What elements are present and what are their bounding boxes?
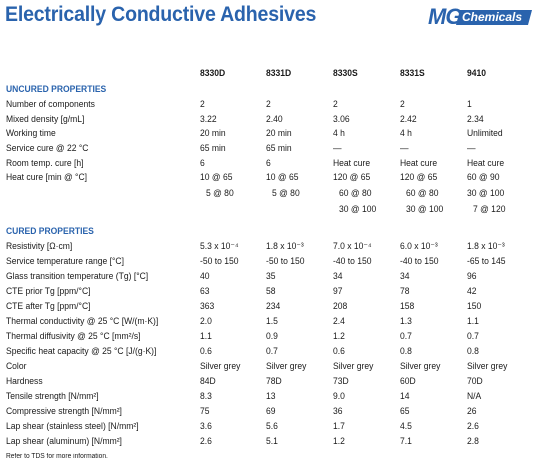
table-cell: 35 <box>266 271 276 281</box>
table-cell: 150 <box>467 301 482 311</box>
table-cell: 2.34 <box>467 114 484 124</box>
row-label: Room temp. cure [h] <box>6 158 84 168</box>
table-cell: — <box>400 143 409 153</box>
table-cell: 63 <box>200 286 210 296</box>
table-cell: 1.8 x 10⁻³ <box>467 241 505 251</box>
table-cell: 1 <box>467 99 472 109</box>
table-cell: 2 <box>333 99 338 109</box>
table-cell: 78 <box>400 286 410 296</box>
table-cell: 2.8 <box>467 436 479 446</box>
table-cell: Silver grey <box>467 361 508 371</box>
row-label: Tensile strength [N/mm²] <box>6 391 99 401</box>
table-cell: 65 min <box>200 143 226 153</box>
table-cell: 60 @ 80 <box>339 188 372 198</box>
table-cell: 0.8 <box>467 346 479 356</box>
row-label: Lap shear (stainless steel) [N/mm²] <box>6 421 139 431</box>
table-cell: 5 @ 80 <box>272 188 300 198</box>
table-cell: 34 <box>333 271 343 281</box>
table-cell: Silver grey <box>333 361 374 371</box>
table-cell: 36 <box>333 406 343 416</box>
table-cell: 2.6 <box>200 436 212 446</box>
table-cell: 2.4 <box>333 316 345 326</box>
section-heading-cured: CURED PROPERTIES <box>6 226 94 236</box>
row-label: Working time <box>6 128 56 138</box>
table-cell: 69 <box>266 406 276 416</box>
table-cell: 84D <box>200 376 216 386</box>
table-cell: 26 <box>467 406 477 416</box>
column-header: 8331D <box>266 68 292 78</box>
table-cell: 9.0 <box>333 391 345 401</box>
column-header: 9410 <box>467 68 487 78</box>
table-cell: 75 <box>200 406 210 416</box>
table-cell: 363 <box>200 301 215 311</box>
table-cell: Silver grey <box>200 361 241 371</box>
table-cell: -40 to 150 <box>333 256 372 266</box>
table-cell: 0.7 <box>467 331 479 341</box>
table-cell: 7 @ 120 <box>473 204 506 214</box>
table-cell: 120 @ 65 <box>333 172 371 182</box>
table-cell: 73D <box>333 376 349 386</box>
row-label: Hardness <box>6 376 43 386</box>
table-cell: 58 <box>266 286 276 296</box>
table-cell: 0.6 <box>333 346 345 356</box>
table-cell: Silver grey <box>266 361 307 371</box>
table-cell: 8.3 <box>200 391 212 401</box>
page-title: Electrically Conductive Adhesives <box>5 3 317 26</box>
table-cell: 10 @ 65 <box>200 172 233 182</box>
table-cell: 2.40 <box>266 114 283 124</box>
table-cell: 1.7 <box>333 421 345 431</box>
table-cell: 5.3 x 10⁻⁴ <box>200 241 239 251</box>
row-label: Service cure @ 22 °C <box>6 143 89 153</box>
row-label: Mixed density [g/mL] <box>6 114 85 124</box>
table-cell: 0.6 <box>200 346 212 356</box>
table-cell: 2.42 <box>400 114 417 124</box>
table-cell: 10 @ 65 <box>266 172 299 182</box>
table-cell: 30 @ 100 <box>339 204 377 214</box>
table-cell: 4 h <box>400 128 412 138</box>
table-cell: — <box>333 143 342 153</box>
table-cell: 65 <box>400 406 410 416</box>
table-cell: 0.7 <box>266 346 278 356</box>
table-cell: 6 <box>266 158 271 168</box>
table-cell: 4.5 <box>400 421 412 431</box>
table-cell: 60 @ 90 <box>467 172 500 182</box>
table-cell: 5 @ 80 <box>206 188 234 198</box>
table-cell: -50 to 150 <box>200 256 239 266</box>
table-cell: 20 min <box>200 128 226 138</box>
logo-mg: MG <box>428 4 462 29</box>
row-label: Resistivity [Ω·cm] <box>6 241 73 251</box>
row-label: CTE after Tɡ [ppm/°C] <box>6 301 91 311</box>
row-label: Thermal diffusivity @ 25 °C [mm²/s] <box>6 331 141 341</box>
logo-chemicals: Chemicals <box>462 10 523 24</box>
row-label: Lap shear (aluminum) [N/mm²] <box>6 436 122 446</box>
row-label: Heat cure [min @ °C] <box>6 172 88 182</box>
table-cell: 96 <box>467 271 477 281</box>
table-cell: 3.06 <box>333 114 350 124</box>
table-cell: 14 <box>400 391 410 401</box>
footnote: Refer to TDS for more information. <box>6 453 108 460</box>
table-cell: 158 <box>400 301 415 311</box>
table-cell: 1.2 <box>333 331 345 341</box>
table-cell: 6 <box>200 158 205 168</box>
table-cell: 13 <box>266 391 276 401</box>
table-cell: 78D <box>266 376 282 386</box>
row-label: Number of components <box>6 99 95 109</box>
row-label: Thermal conductivity @ 25 °C [W/(m·K)] <box>6 316 159 326</box>
table-cell: 34 <box>400 271 410 281</box>
table-cell: 2 <box>266 99 271 109</box>
table-cell: Unlimited <box>467 128 503 138</box>
column-header: 8330S <box>333 68 358 78</box>
table-cell: 65 min <box>266 143 292 153</box>
row-label: Compressive strength [N/mm²] <box>6 406 122 416</box>
table-cell: 1.8 x 10⁻³ <box>266 241 304 251</box>
table-cell: 0.9 <box>266 331 278 341</box>
table-cell: 2 <box>400 99 405 109</box>
table-cell: 6.0 x 10⁻³ <box>400 241 438 251</box>
table-cell: 30 @ 100 <box>406 204 444 214</box>
table-cell: Heat cure <box>467 158 505 168</box>
column-header: 8331S <box>400 68 425 78</box>
table-cell: 5.1 <box>266 436 278 446</box>
table-cell: 3.22 <box>200 114 217 124</box>
table-cell: 0.7 <box>400 331 412 341</box>
table-cell: 2.0 <box>200 316 212 326</box>
table-cell: 1.2 <box>333 436 345 446</box>
table-cell: -40 to 150 <box>400 256 439 266</box>
table-cell: 42 <box>467 286 477 296</box>
table-cell: 20 min <box>266 128 292 138</box>
row-label: Glass transition temperature (Tɡ) [°C] <box>6 271 149 281</box>
table-cell: 1.1 <box>200 331 212 341</box>
row-label: Service temperature range [°C] <box>6 256 124 266</box>
table-cell: Heat cure <box>400 158 438 168</box>
row-label: Color <box>6 361 27 371</box>
table-cell: 208 <box>333 301 348 311</box>
table-cell: 234 <box>266 301 281 311</box>
table-cell: 0.8 <box>400 346 412 356</box>
table-cell: 2 <box>200 99 205 109</box>
row-label: CTE prior Tɡ [ppm/°C] <box>6 286 91 296</box>
table-cell: 3.6 <box>200 421 212 431</box>
table-cell: 1.5 <box>266 316 278 326</box>
table-cell: -65 to 145 <box>467 256 506 266</box>
column-header: 8330D <box>200 68 226 78</box>
table-cell: Heat cure <box>333 158 371 168</box>
table-cell: -50 to 150 <box>266 256 305 266</box>
table-cell: 120 @ 65 <box>400 172 438 182</box>
row-label: Specific heat capacity @ 25 °C [J/(g·K)] <box>6 346 157 356</box>
table-cell: 40 <box>200 271 210 281</box>
mg-chemicals-logo <box>428 6 532 30</box>
table-cell: 7.1 <box>400 436 412 446</box>
table-cell: 70D <box>467 376 483 386</box>
table-cell: N/A <box>467 391 482 401</box>
table-cell: 60D <box>400 376 416 386</box>
table-cell: 2.6 <box>467 421 479 431</box>
table-cell: 97 <box>333 286 343 296</box>
table-cell: Silver grey <box>400 361 441 371</box>
table-cell: — <box>467 143 476 153</box>
table-cell: 30 @ 100 <box>467 188 505 198</box>
table-cell: 1.3 <box>400 316 412 326</box>
table-cell: 5.6 <box>266 421 278 431</box>
table-cell: 7.0 x 10⁻⁴ <box>333 241 372 251</box>
section-heading-uncured: UNCURED PROPERTIES <box>6 84 107 94</box>
table-cell: 60 @ 80 <box>406 188 439 198</box>
table-cell: 4 h <box>333 128 345 138</box>
table-cell: 1.1 <box>467 316 479 326</box>
